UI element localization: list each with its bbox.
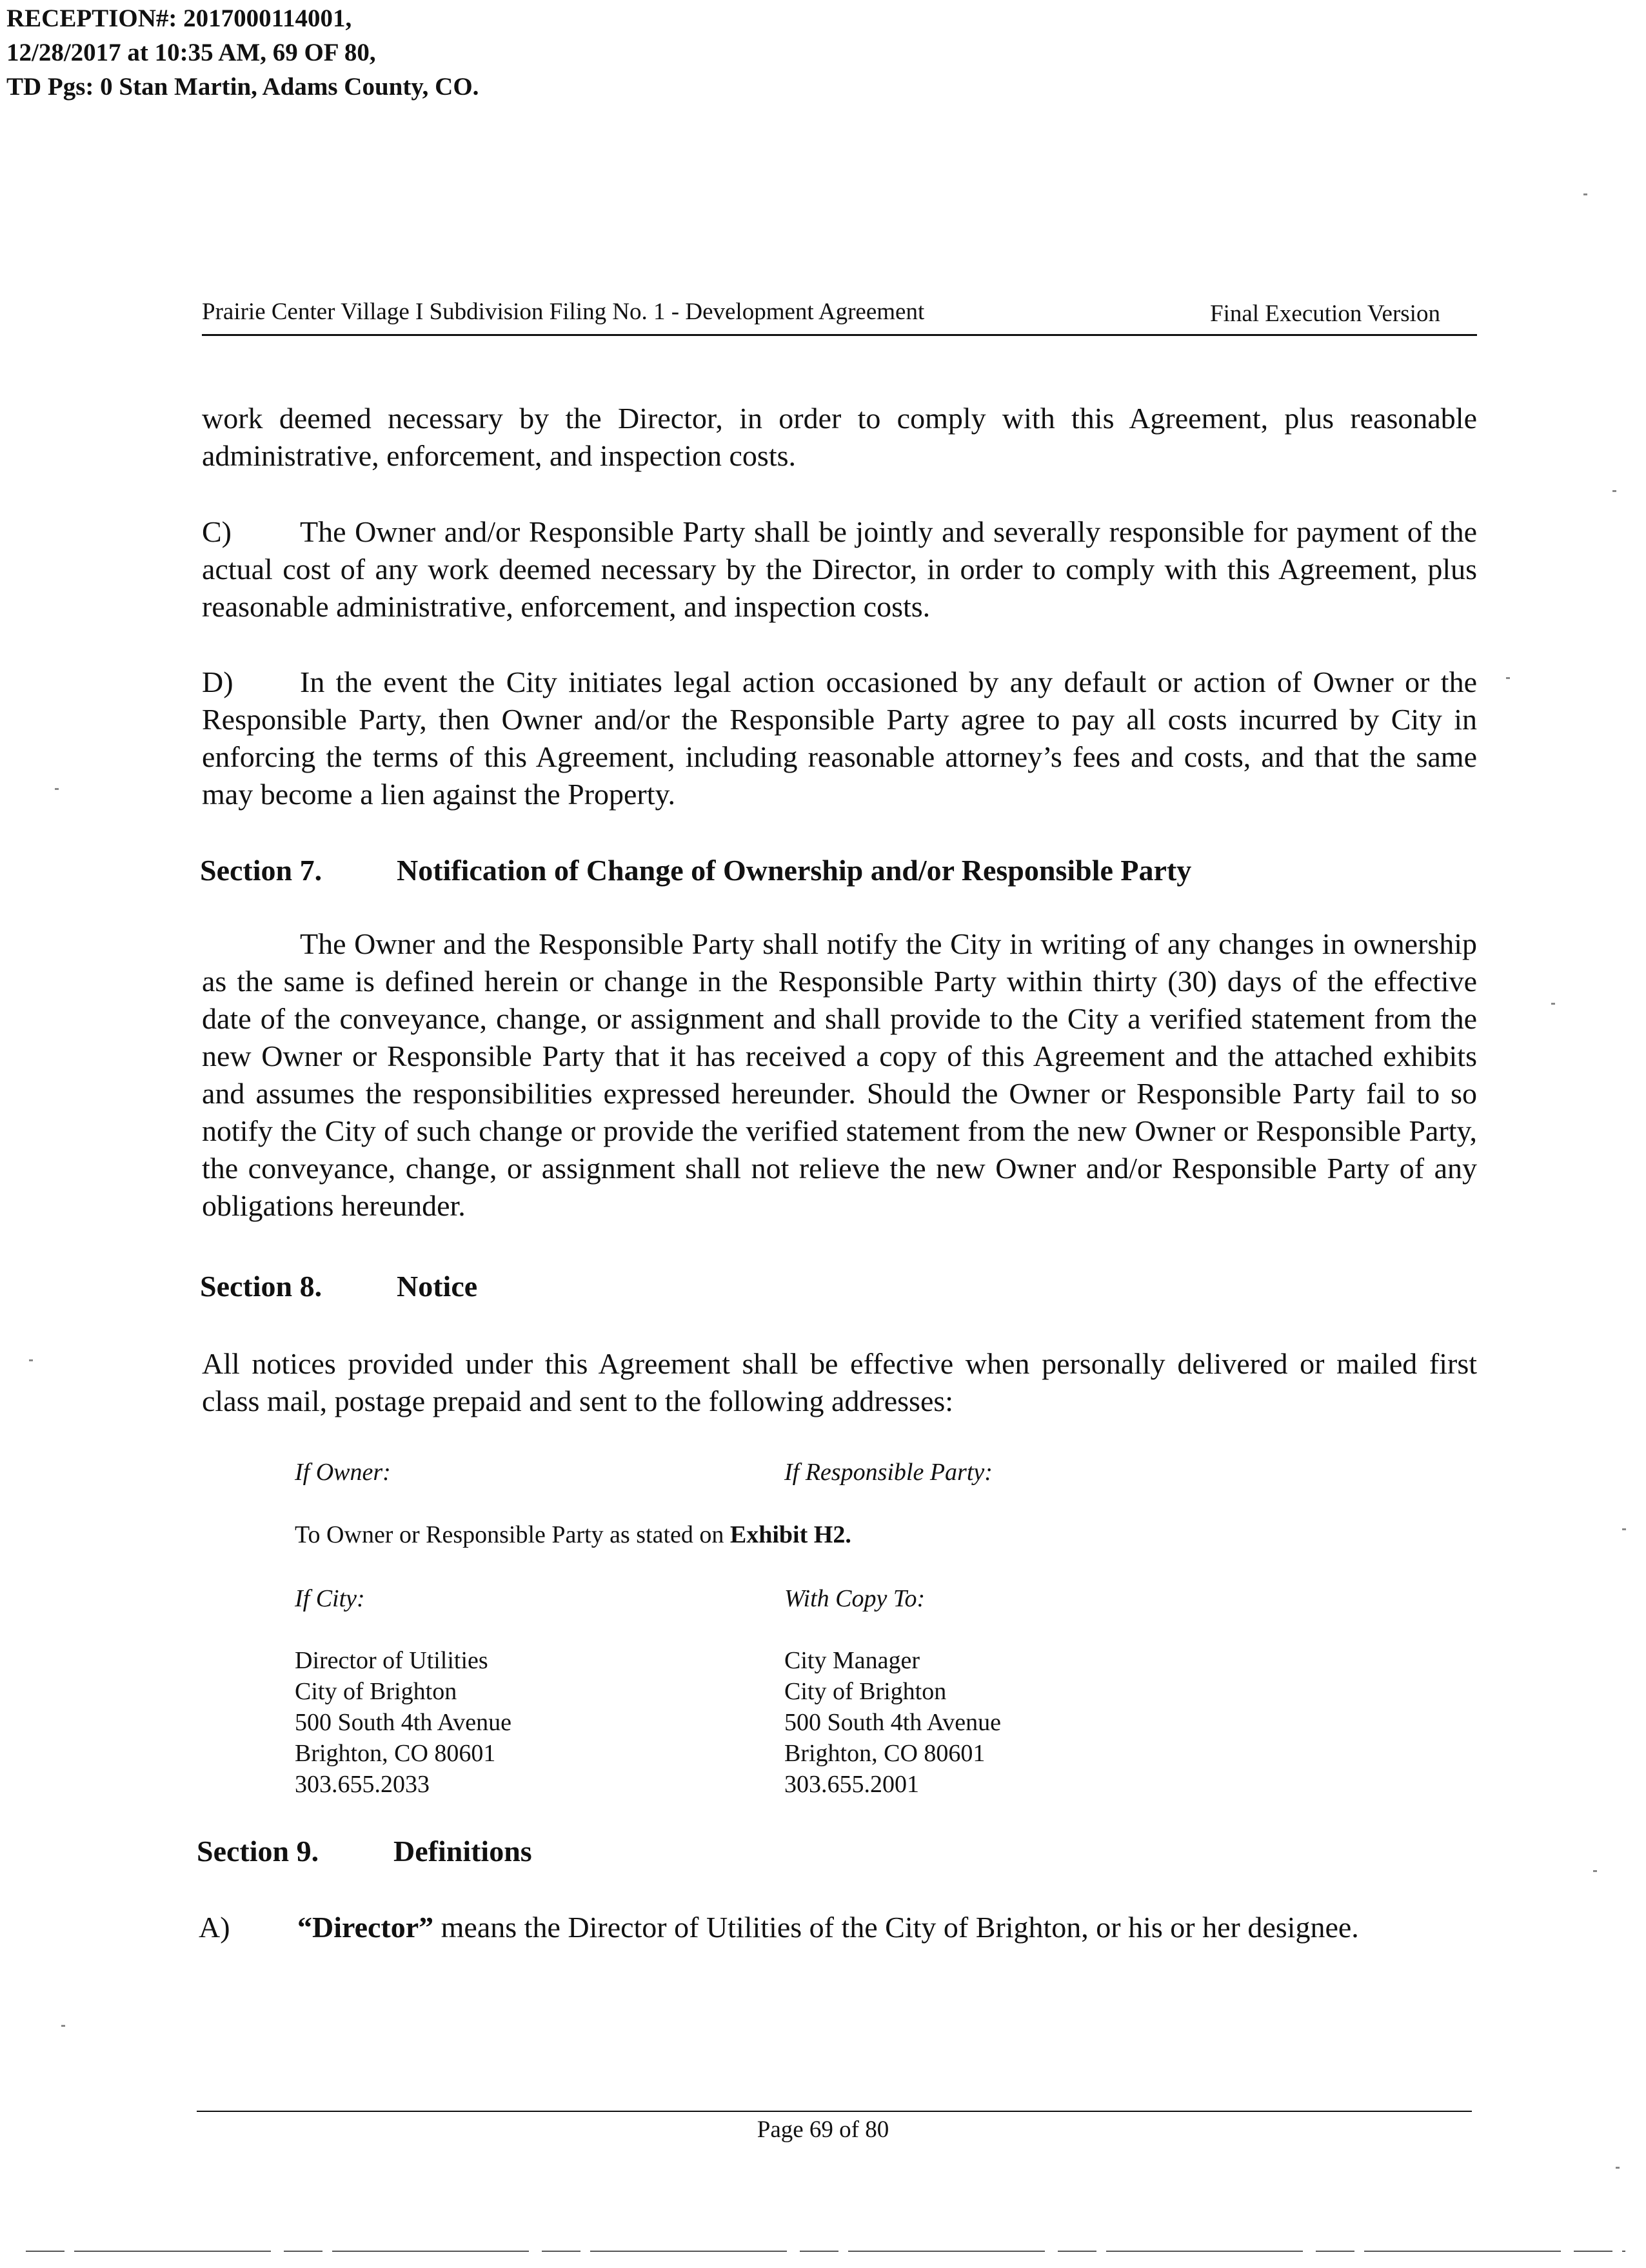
copy-address-line-4: Brighton, CO 80601 [784, 1740, 986, 1767]
section-8-body: All notices provided under this Agreement shall be effective when personally delivered or mailed first class mail, postage prepaid and sent to the following addresses: [202, 1347, 1477, 1417]
recording-stamp [6, 1, 479, 104]
city-address-line-5: 303.655.2033 [295, 1771, 430, 1798]
scan-speck [1506, 677, 1510, 679]
section-9-title: Definitions [393, 1835, 532, 1868]
city-address-line-1: Director of Utilities [295, 1647, 488, 1674]
section-8-title: Notice [397, 1270, 478, 1303]
definition-a-label: A) [199, 1911, 230, 1944]
stamp-line-2: 12/28/2017 at 10:35 AM, 69 OF 80, [6, 39, 376, 66]
section-7-number: Section 7. [200, 854, 322, 887]
if-owner-label: If Owner: [295, 1459, 391, 1486]
owner-address-text: To Owner or Responsible Party as stated on [295, 1521, 724, 1548]
copy-address-line-2: City of Brighton [784, 1678, 947, 1705]
paragraph-d [202, 664, 1477, 813]
scan-speck [1593, 1870, 1597, 1872]
if-city-label: If City: [295, 1585, 365, 1612]
section-7-body [202, 925, 1477, 1225]
section-7-heading [200, 853, 1191, 887]
scan-speck [1612, 490, 1616, 492]
with-copy-to-label: With Copy To: [784, 1585, 926, 1612]
continuation-paragraph: work deemed necessary by the Director, in order to comply with this Agreement, plus reasonable administrative, enforcement, and inspection costs. [202, 402, 1477, 472]
paragraph-d-text: In the event the City initiates legal action occasioned by any default or action of Owner or the Responsible Party, then Owner and/or the Responsible Party agree to pay all costs incurred by City in enforcing the terms of this Agreement, including reasonable attorney’s fees and costs, and that the same may become a lien against the Property. [202, 666, 1477, 811]
section-8-heading [200, 1269, 477, 1303]
copy-address-line-5: 303.655.2001 [784, 1771, 919, 1798]
stamp-line-3: TD Pgs: 0 Stan Martin, Adams County, CO. [6, 73, 479, 101]
city-address-block [295, 1645, 511, 1800]
header-rule [202, 334, 1477, 336]
copy-address-line-1: City Manager [784, 1647, 920, 1674]
scan-edge-artifact [26, 2251, 1625, 2252]
city-address-line-4: Brighton, CO 80601 [295, 1740, 496, 1767]
paragraph-c [202, 513, 1477, 626]
owner-address-line [295, 1519, 851, 1550]
section-8-number: Section 8. [200, 1270, 322, 1303]
scan-speck [1551, 1003, 1555, 1005]
city-address-line-2: City of Brighton [295, 1678, 457, 1705]
section-9-heading [197, 1834, 532, 1868]
running-header-version: Final Execution Version [1210, 301, 1440, 327]
stamp-line-1: RECEPTION#: 2017000114001, [6, 5, 352, 32]
if-responsible-party-label: If Responsible Party: [784, 1459, 993, 1486]
definition-director [199, 1910, 1359, 1944]
copy-address-block [784, 1645, 1001, 1800]
paragraph-c-text: The Owner and/or Responsible Party shall be jointly and severally responsible for payment of the actual cost of any work deemed necessary by the Director, in order to comply with this Agreement, plus reasonable administrative, enforcement, and inspection costs. [202, 515, 1477, 623]
scan-speck [1583, 193, 1587, 195]
paragraph-d-label: D) [202, 666, 233, 698]
section-9-number: Section 9. [197, 1835, 319, 1868]
scan-speck [61, 2025, 65, 2027]
paragraph-c-label: C) [202, 515, 232, 548]
scan-speck [1616, 2167, 1620, 2169]
scan-speck [29, 1359, 33, 1361]
definition-director-text: means the Director of Utilities of the City of Brighton, or his or her designee. [433, 1911, 1359, 1944]
definition-term-director: “Director” [297, 1911, 434, 1944]
scan-speck [1622, 1528, 1626, 1530]
copy-address-line-3: 500 South 4th Avenue [784, 1709, 1002, 1736]
page-number: Page 69 of 80 [757, 2116, 889, 2143]
running-header-title: Prairie Center Village I Subdivision Filing No. 1 - Development Agreement [202, 299, 925, 325]
section-7-title: Notification of Change of Ownership and/or Responsible Party [397, 854, 1192, 887]
footer-rule [197, 2111, 1472, 2112]
exhibit-h2-reference: Exhibit H2. [729, 1521, 851, 1548]
city-address-line-3: 500 South 4th Avenue [295, 1709, 512, 1736]
scan-speck [55, 788, 59, 790]
section-7-text: The Owner and the Responsible Party shall notify the City in writing of any changes in ownership as the same is defined herein or change in the Responsible Party within thirty (30) days of the effective date of the conveyance, change, or assignment and shall provide to the City a verified statement from the new Owner or Responsible Party that it has received a copy of this Agreement and the attached exhibits and assumes the responsibilities expressed hereunder. Should the Owner or Responsible Party fail to so notify the City of such change or provide the verified statement from the new Owner or Responsible Party, the conveyance, change, or assignment shall not relieve the new Owner and/or Responsible Party of any obligations hereunder. [202, 927, 1477, 1222]
